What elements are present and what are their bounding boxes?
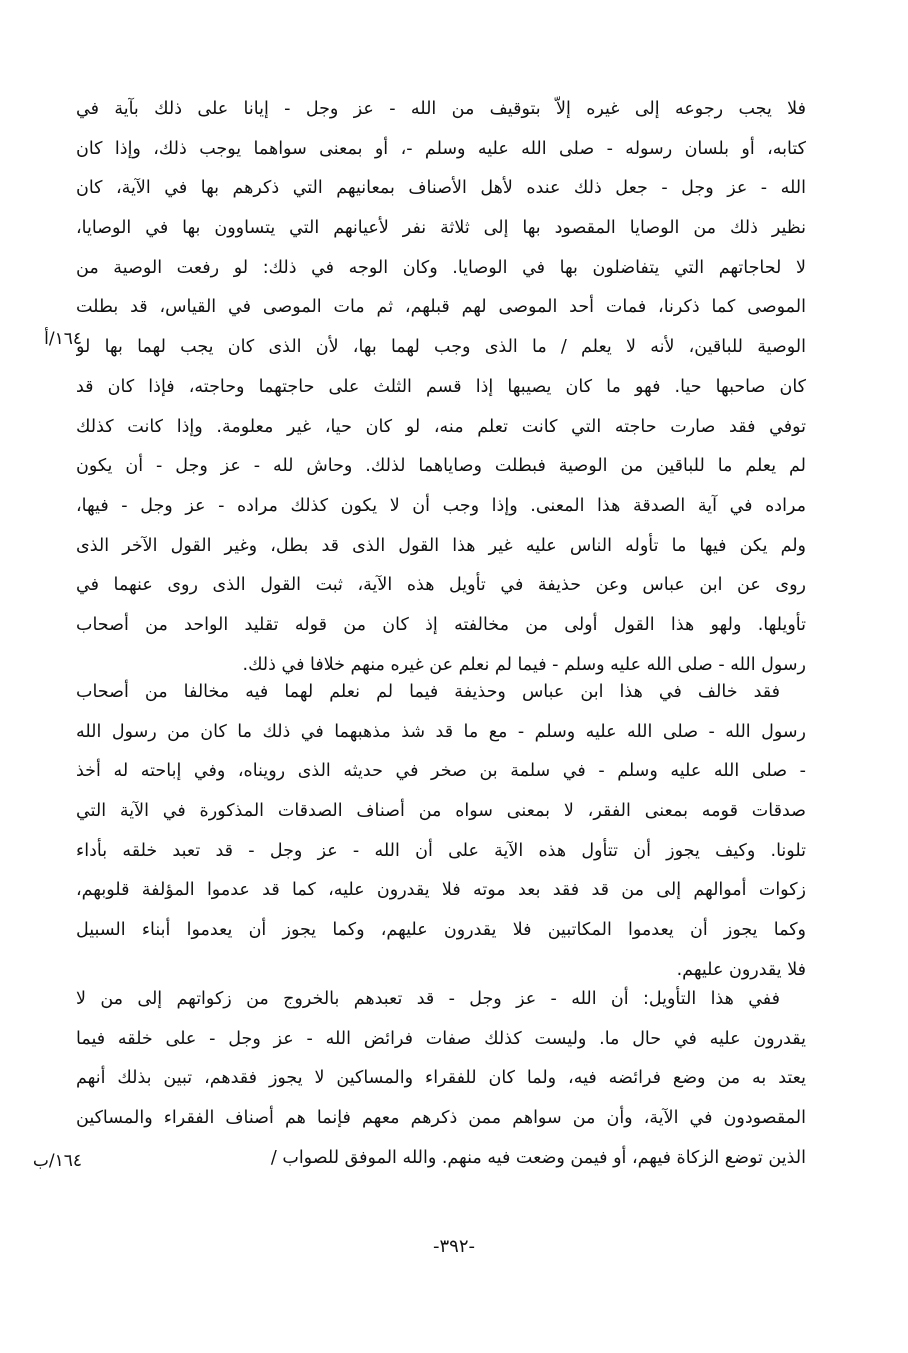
page-number: -٣٩٢- [432,1236,475,1257]
text-line: ولم يكن فيها ما تأوله الناس عليه غير هذا القول الذى قد بطل، وغير القول الآخر الذى [76,535,806,556]
text-line: لم يعلم ما للباقين من الوصية فبطلت وصاياهما لذلك. وحاش لله - عز وجل - أن يكون [76,456,806,477]
text-line: توفي فقد صارت حاجته التي كانت تعلم منه، لو كان حيا، غير معلومة. وإذا كانت كذلك [76,416,806,437]
text-line: الذين توضع الزكاة فيهم، أو فيمن وضعت فيه منهم. والله الموفق للصواب / [270,1147,806,1168]
text-line: يقدرون عليه في حال ما. وليست كذلك صفات فرائض الله - عز وجل - على خلقه فيما [76,1028,806,1049]
text-line: رسول الله - صلى الله عليه وسلم - مع ما قد شذ مذهبهما في ذلك ما كان من رسول الله [76,721,806,742]
text-line: يعتد به من وضع فرائضه فيه، ولما كان للفقراء والمساكين لا يجوز فقدهم، تبين بذلك أنهم [76,1068,806,1089]
text-line: كان صاحبها حيا. فهو ما كان يصيبها إذا قسم الثلث على حاجتهما وحاجته، فإذا كان قد [76,376,806,397]
text-line: كتابه، أو بلسان رسوله - صلى الله عليه وسلم -، أو بمعنى سواهما يوجب ذلك، وإذا كان [76,138,806,159]
text-line: روى عن ابن عباس وعن حذيفة في تأويل هذه الآية، ثبت القول الذى روى عنهما في [76,575,806,596]
paragraph-1 [76,90,806,685]
text-line: صدقات قومه بمعنى الفقر، لا بمعنى سواه من أصناف الصدقات المذكورة في الآية التي [76,801,806,822]
text-line: زكوات أموالهم إلى من قد فقد بعد موته فلا يقدرون عليه، كما قد عدموا المؤلفة قلوبهم، [76,880,806,901]
text-line: لا لحاجاتهم التي يتفاضلون بها في الوصايا. وكان الوجه في ذلك: لو رفعت الوصية من [76,257,806,278]
text-line: نظير ذلك من الوصايا المقصود بها إلى ثلاثة نفر لأعيانهم التي يتساوون بها في الوصايا، [76,218,806,239]
text-line: - صلى الله عليه وسلم - في سلمة بن صخر في حديثه الذى رويناه، وفي إباحته له أخذ [76,761,806,782]
text-line: مراده في آية الصدقة هذا المعنى. وإذا وجب أن لا يكون كذلك مراده - عز وجل - فيها، [76,495,806,516]
margin-folio-note: ١٦٤/ب [32,1151,82,1171]
margin-folio-note: ١٦٤/أ [44,329,82,349]
text-line: تلونا. وكيف يجوز أن تتأول هذه الآية على أن الله - عز وجل - قد تعبد خلقه بأداء [76,840,806,861]
text-line: فلا يجب رجوعه إلى غيره إلاّ بتوقيف من الله - عز وجل - إيانا على ذلك بآية في [76,99,806,119]
text-line: ففي هذا التأويل: أن الله - عز وجل - قد تعبدهم بالخروج من زكواتهم إلى من لا [76,989,780,1009]
text-line: فلا يقدرون عليهم. [676,959,806,980]
text-line: الله - عز وجل - جعل ذلك عنده لأهل الأصناف بمعانيهم التي ذكرهم بها في الآية، كان [76,178,806,199]
text-line: المقصودون في الآية، وأن من سواهم ممن ذكرهم معهم فإنما هم أصناف الفقراء والمساكين [76,1108,806,1129]
text-line: الموصى كما ذكرنا، فمات أحد الموصى لهم قبلهم، ثم مات الموصى في القياس، قد بطلت [76,297,806,318]
text-line: فقد خالف في هذا ابن عباس وحذيفة فيما لم نعلم لهما فيه مخالفا من أصحاب [76,682,780,702]
paragraph-2 [76,673,806,991]
text-line: الوصية للباقين، لأنه لا يعلم / ما الذى وجب لهما بها، لأن الذى كان يجب لهما بها لو [76,337,806,358]
text-line: وكما يجوز أن يعدموا المكاتبين فلا يقدرون عليهم، وكما يجوز أن يعدموا أبناء السبيل [76,920,806,941]
text-line: تأويلها. ولهو هذا القول أولى من مخالفته إذ كان من قوله تقليد الواحد من أصحاب [76,614,806,635]
text-line: رسول الله - صلى الله عليه وسلم - فيما لم نعلم عن غيره منهم خلافا في ذلك. [242,654,806,675]
paragraph-3 [76,980,806,1178]
